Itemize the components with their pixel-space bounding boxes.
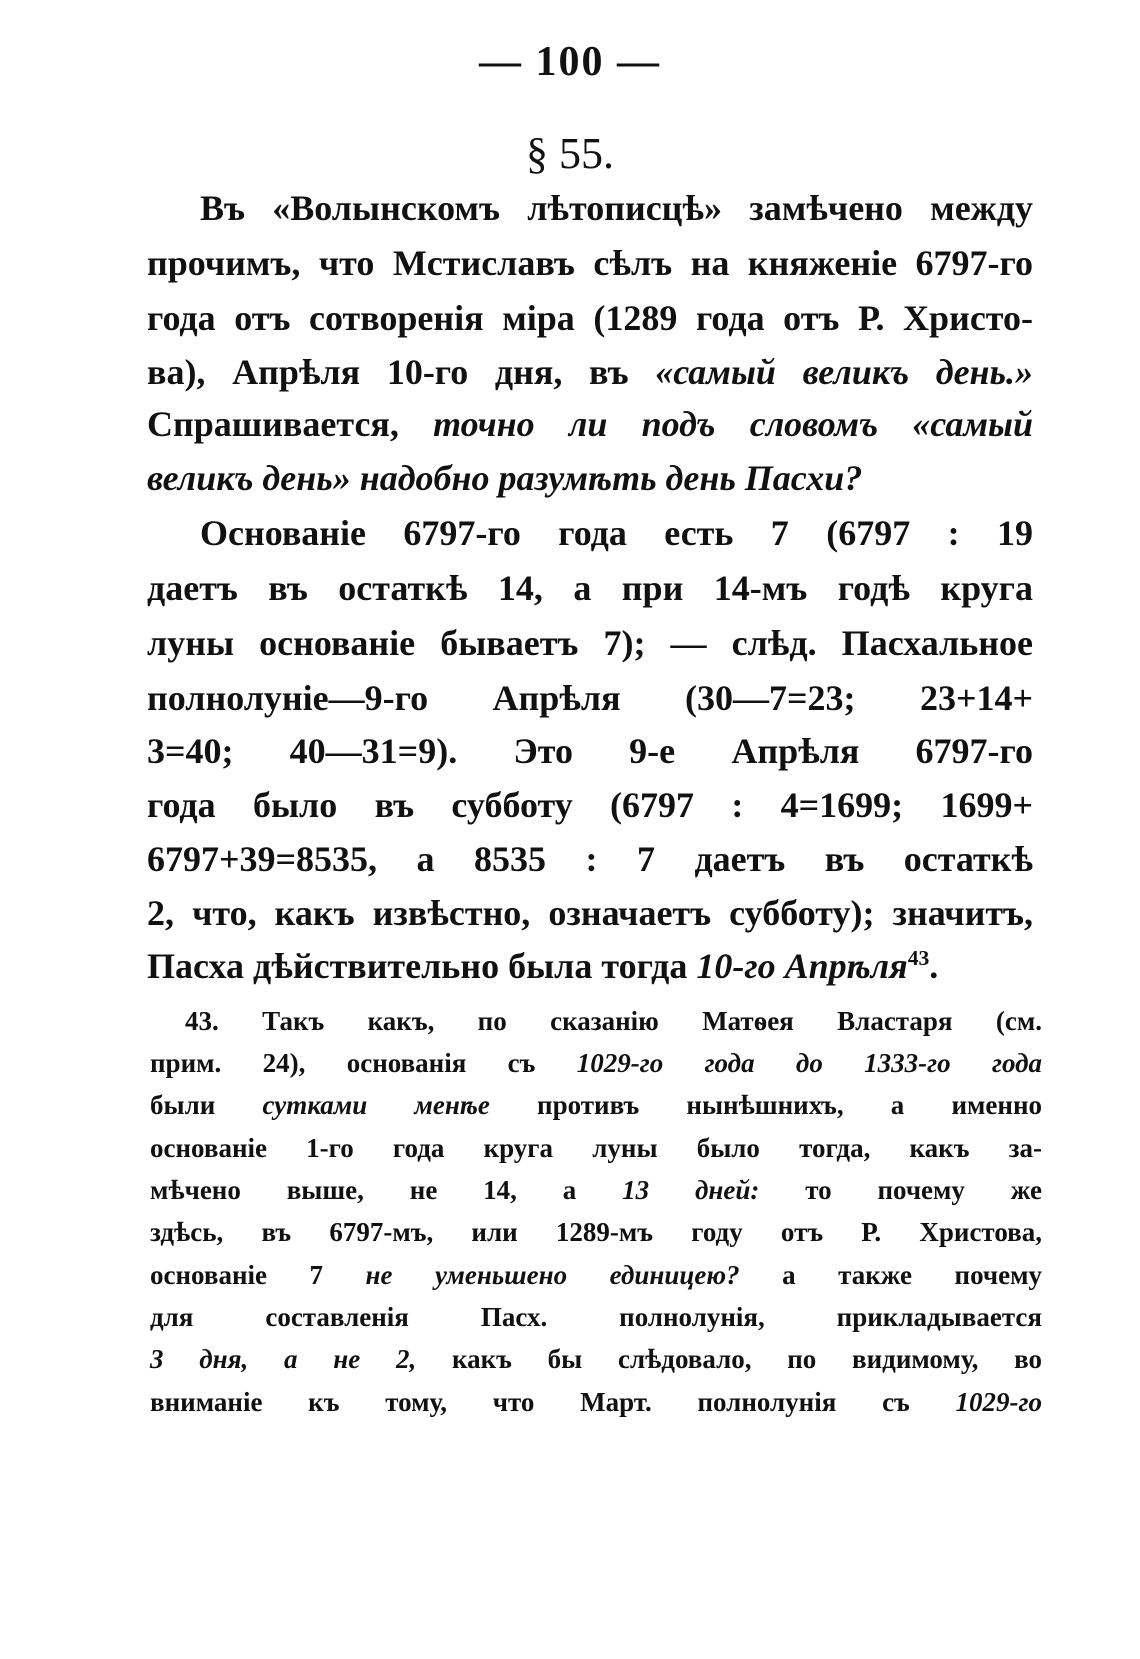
body-text-line: Основаніе 6797-го года есть 7 (6797 : 19 bbox=[200, 513, 1033, 553]
body-text-line: полнолуніе—9-го Апрѣля (30—7=23; 23+14+ bbox=[147, 678, 1033, 718]
body-text-line: Пасха дѣйствительно была тогда 10-го Апрѣля$^{43}$. bbox=[147, 946, 939, 986]
body-text-line: 6797+39=8535, а 8535 : 7 даетъ въ остаткѣ bbox=[147, 839, 1033, 879]
body-text-line: 2, что, какъ извѣстно, означаетъ субботу); значитъ, bbox=[147, 893, 1033, 933]
footnote-line: 43. Такъ какъ, по сказанію Матѳея Властаря (см. bbox=[185, 1006, 1042, 1036]
footnote-line: мѣчено выше, не 14, а 13 дней: то почему же bbox=[150, 1175, 1042, 1205]
footnote-line: основаніе 7 не уменьшено единицею? а также почему bbox=[150, 1260, 1042, 1290]
footnote-line: здѣсь, въ 6797-мъ, или 1289-мъ году отъ Р. Христова, bbox=[150, 1217, 1042, 1247]
footnote-line: основаніе 1-го года круга луны было тогда, какъ за- bbox=[150, 1133, 1042, 1163]
body-text-line: великъ день» надобно разумѣть день Пасхи? bbox=[147, 458, 863, 498]
body-text-line: даетъ въ остаткѣ 14, а при 14-мъ годѣ круга bbox=[147, 568, 1033, 608]
footnote-line: 3 дня, а не 2, какъ бы слѣдовало, по видимому, во bbox=[150, 1344, 1042, 1374]
body-text-line: года было въ субботу (6797 : 4=1699; 1699+ bbox=[147, 785, 1033, 825]
body-text-line: прочимъ, что Мстиславъ сѣлъ на княженіе 6797-го bbox=[147, 243, 1033, 283]
footnote-reference: 43 bbox=[907, 946, 930, 970]
footnote-line: вниманіе къ тому, что Март. полнолунія съ 1029-го bbox=[150, 1387, 1042, 1417]
body-text-line: года отъ сотворенія міра (1289 года отъ Р. Христо- bbox=[147, 298, 1033, 338]
footnote-line: прим. 24), основанія съ 1029-го года до 1333-го года bbox=[150, 1048, 1042, 1078]
body-text-line: Въ «Волынскомъ лѣтописцѣ» замѣчено между bbox=[200, 188, 1033, 228]
body-text-line: луны основаніе бываетъ 7); — слѣд. Пасхальное bbox=[147, 623, 1033, 663]
body-text-line: Спрашивается, точно ли подъ словомъ «самый bbox=[147, 404, 1033, 444]
section-heading: § 55. bbox=[526, 129, 614, 178]
body-text-line: ва), Апрѣля 10-го дня, въ «самый великъ день.» bbox=[147, 352, 1033, 392]
footnote-line: для составленія Пасх. полнолунія, прикладывается bbox=[150, 1302, 1042, 1332]
page-number: — 100 — bbox=[479, 39, 661, 85]
footnote-line: были сутками менѣе противъ нынѣшнихъ, а именно bbox=[150, 1090, 1043, 1120]
body-text-line: 3=40; 40—31=9). Это 9-е Апрѣля 6797-го bbox=[147, 731, 1033, 771]
